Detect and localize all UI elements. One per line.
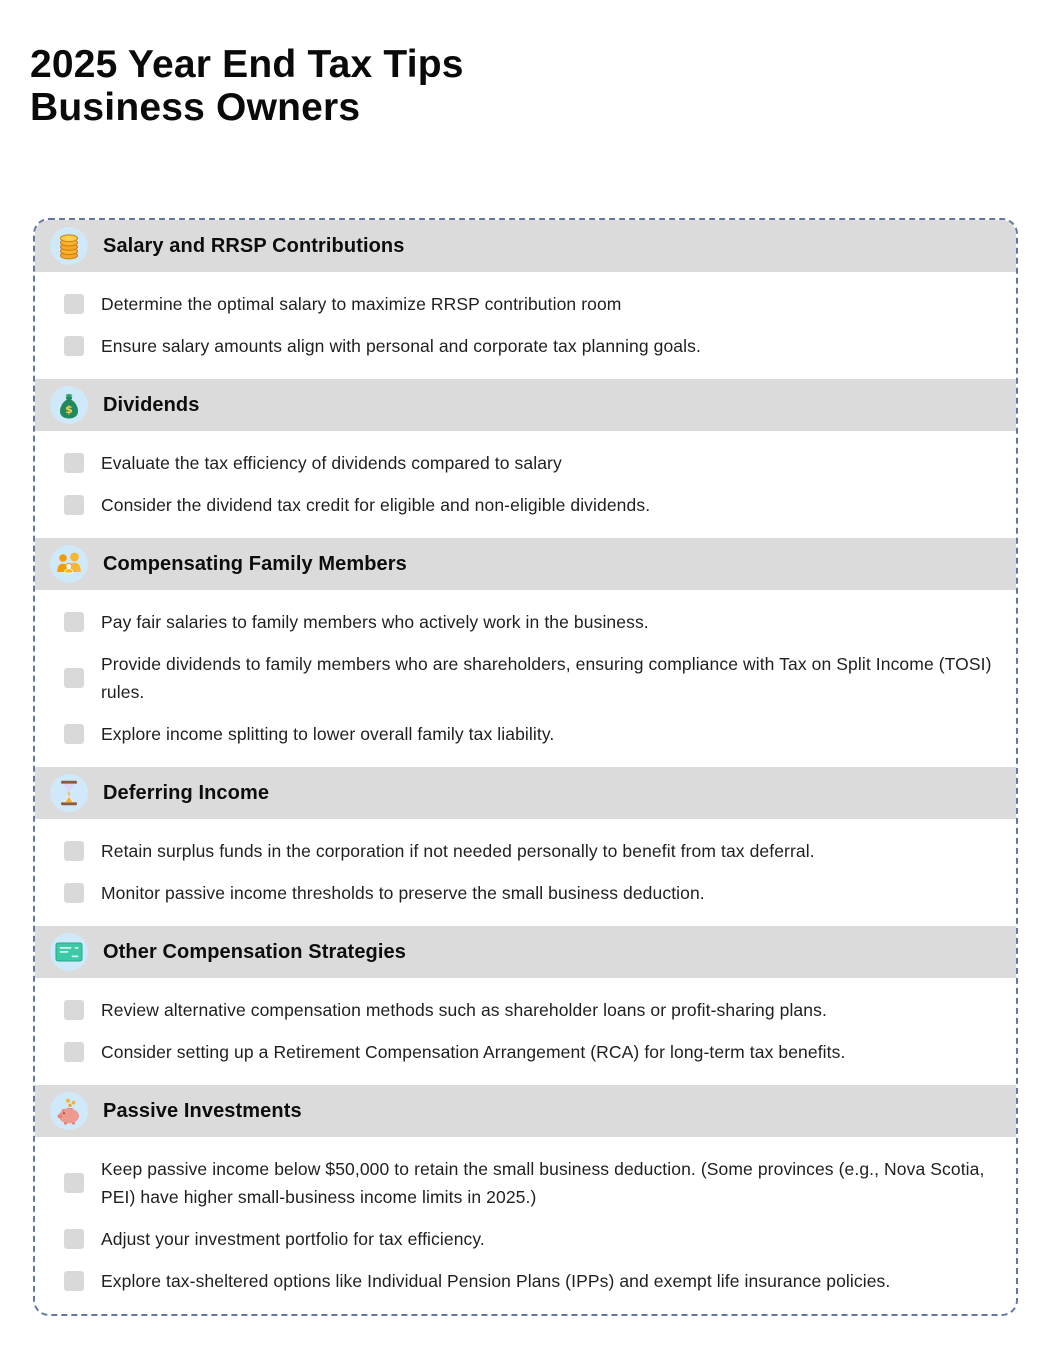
page-title-line1: 2025 Year End Tax Tips [30,43,464,86]
checkbox[interactable] [64,294,84,314]
check-item [64,830,998,872]
check-item-label: Pay fair salaries to family members who actively work in the business. [101,612,649,632]
checkbox[interactable] [64,841,84,861]
family-icon [50,545,88,583]
check-item-label: Provide dividends to family members who are shareholders, ensuring compliance with Tax on Split Income (TOSI) rules. [101,654,992,702]
section-items-other-comp [35,978,1016,1085]
svg-text:$: $ [65,402,73,416]
check-item-label: Ensure salary amounts align with personal and corporate tax planning goals. [101,336,701,356]
section-items-deferring [35,819,1016,926]
check-item [64,484,998,526]
checkbox[interactable] [64,612,84,632]
check-item [64,283,998,325]
checkbox[interactable] [64,724,84,744]
check-item [64,1148,998,1218]
checkbox[interactable] [64,883,84,903]
section-header-passive [35,1085,1016,1137]
check-item [64,442,998,484]
checklist-card [33,218,1018,1316]
section-items-salary-rrsp [35,272,1016,379]
cheque-icon [50,933,88,971]
check-item [64,872,998,914]
checkbox[interactable] [64,453,84,473]
check-item-label: Explore tax-sheltered options like Individual Pension Plans (IPPs) and exempt life insurance policies. [101,1271,891,1291]
section-items-family [35,590,1016,767]
check-item [64,601,998,643]
check-item-label: Review alternative compensation methods such as shareholder loans or profit-sharing plans. [101,1000,827,1020]
hourglass-icon [50,774,88,812]
section-title: Compensating Family Members [103,552,407,575]
checkbox[interactable] [64,1229,84,1249]
check-item-label: Evaluate the tax efficiency of dividends compared to salary [101,453,562,473]
check-item [64,643,998,713]
section-header-family [35,538,1016,590]
section-title: Deferring Income [103,781,270,804]
section-items-dividends [35,431,1016,538]
section-header-other-comp [35,926,1016,978]
money-bag-icon [50,386,88,424]
section-title: Passive Investments [103,1099,302,1122]
page-title-line2: Business Owners [30,85,361,129]
check-item-label: Consider setting up a Retirement Compensation Arrangement (RCA) for long-term tax benefits. [101,1042,846,1062]
section-items-passive [35,1137,1016,1314]
checkbox[interactable] [64,1000,84,1020]
section-header-salary-rrsp [35,220,1016,272]
checkbox[interactable] [64,1271,84,1291]
check-item-label: Monitor passive income thresholds to preserve the small business deduction. [101,883,705,903]
section-title: Salary and RRSP Contributions [103,234,405,257]
checkbox[interactable] [64,1173,84,1193]
checkbox[interactable] [64,336,84,356]
checkbox[interactable] [64,1042,84,1062]
check-item [64,713,998,755]
checkbox[interactable] [64,668,84,688]
check-item [64,325,998,367]
section-title: Other Compensation Strategies [103,940,406,963]
section-header-deferring [35,767,1016,819]
check-item-label: Explore income splitting to lower overall family tax liability. [101,724,555,744]
section-title: Dividends [103,393,200,416]
section-header-dividends [35,379,1016,431]
check-item-label: Keep passive income below $50,000 to retain the small business deduction. (Some provinces (e.g., Nova Scotia, PEI) have higher small-business income limits in 2025.) [101,1159,985,1207]
check-item-label: Determine the optimal salary to maximize RRSP contribution room [101,294,622,314]
check-item-label: Adjust your investment portfolio for tax efficiency. [101,1229,485,1249]
check-item-label: Consider the dividend tax credit for eligible and non-eligible dividends. [101,495,651,515]
check-item [64,989,998,1031]
check-item [64,1031,998,1073]
piggy-bank-icon [50,1092,88,1130]
coins-icon [50,227,88,265]
checkbox[interactable] [64,495,84,515]
check-item [64,1218,998,1260]
check-item [64,1260,998,1302]
page-title [30,44,464,130]
check-item-label: Retain surplus funds in the corporation if not needed personally to benefit from tax deferral. [101,841,815,861]
